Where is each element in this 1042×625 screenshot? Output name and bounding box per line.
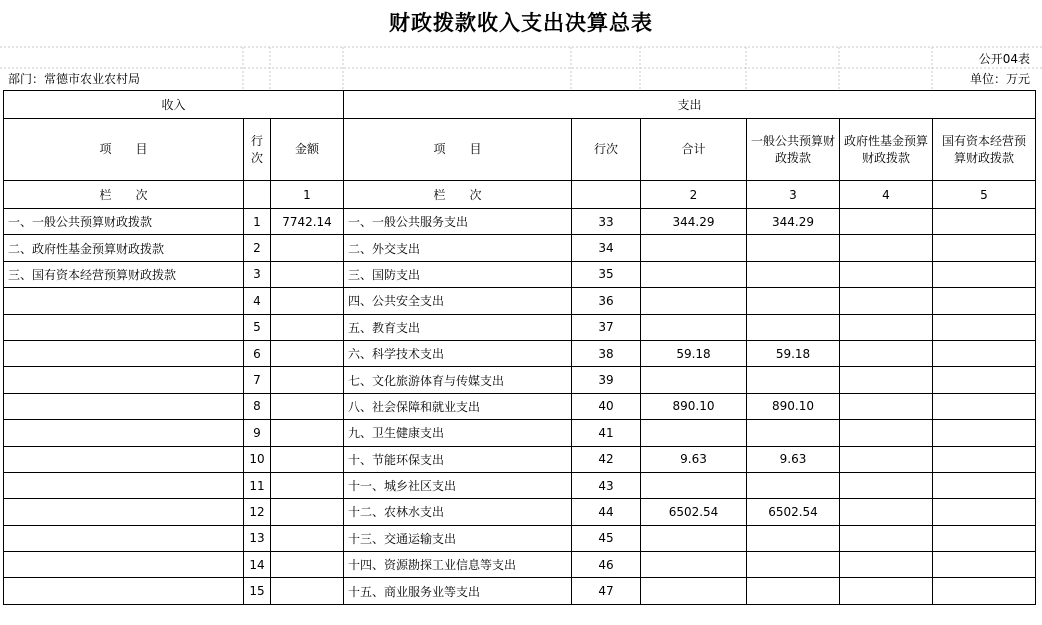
income-line-cell[interactable]: 2 [244,235,271,261]
state-capital-cell[interactable] [933,209,1036,235]
expense-item-cell[interactable]: 九、卫生健康支出 [344,420,572,446]
total-cell[interactable] [641,367,747,393]
general-budget-cell[interactable] [747,314,840,340]
column-label: 栏 次 [4,181,244,209]
state-capital-cell[interactable] [933,472,1036,498]
income-line-cell[interactable]: 3 [244,261,271,287]
expense-header: 支出 [344,91,1036,119]
expense-item-cell[interactable]: 一、一般公共服务支出 [344,209,572,235]
income-item-cell[interactable] [4,420,244,446]
total-cell[interactable] [641,288,747,314]
column-2: 2 [641,181,747,209]
expense-line-cell[interactable]: 41 [572,420,641,446]
table-row [4,552,1036,578]
income-amount-cell[interactable] [271,288,344,314]
gov-fund-cell[interactable] [840,209,933,235]
income-amount-cell[interactable] [271,552,344,578]
income-item-cell[interactable] [4,314,244,340]
state-capital-cell[interactable] [933,393,1036,419]
income-line-cell[interactable]: 12 [244,499,271,525]
column-3: 3 [747,181,840,209]
table-row [4,393,1036,419]
general-budget-cell[interactable] [747,235,840,261]
table-row [4,235,1036,261]
header-row-3 [4,181,1036,209]
general-budget-cell[interactable]: 6502.54 [747,499,840,525]
state-capital-cell[interactable] [933,261,1036,287]
gov-fund-cell[interactable] [840,288,933,314]
expense-item-cell[interactable]: 十一、城乡社区支出 [344,472,572,498]
gov-fund-cell[interactable] [840,420,933,446]
total-cell[interactable] [641,578,747,604]
expense-line-cell[interactable]: 43 [572,472,641,498]
income-amount-cell[interactable] [271,446,344,472]
expense-item-cell[interactable]: 八、社会保障和就业支出 [344,393,572,419]
income-line-cell[interactable]: 1 [244,209,271,235]
state-capital-cell[interactable] [933,525,1036,551]
table-row [4,578,1036,604]
expense-line-cell[interactable]: 39 [572,367,641,393]
general-budget-cell[interactable] [747,578,840,604]
income-line-cell[interactable]: 11 [244,472,271,498]
income-line-cell[interactable]: 14 [244,552,271,578]
income-header: 收入 [4,91,344,119]
general-budget-cell[interactable] [747,367,840,393]
income-line-cell[interactable]: 8 [244,393,271,419]
total-header: 合计 [641,119,747,181]
state-capital-cell[interactable] [933,578,1036,604]
gov-fund-cell[interactable] [840,235,933,261]
total-cell[interactable] [641,314,747,340]
gov-fund-cell[interactable] [840,367,933,393]
expense-item-cell[interactable]: 二、外交支出 [344,235,572,261]
general-budget-cell[interactable]: 9.63 [747,446,840,472]
expense-line-header: 行次 [572,119,641,181]
income-line-cell[interactable]: 9 [244,420,271,446]
expense-item-cell[interactable]: 十四、资源勘探工业信息等支出 [344,552,572,578]
state-capital-cell[interactable] [933,288,1036,314]
total-cell[interactable]: 344.29 [641,209,747,235]
income-item-cell[interactable] [4,288,244,314]
table-row [4,261,1036,287]
gov-fund-cell[interactable] [840,552,933,578]
table-row [4,499,1036,525]
department-label: 部门：常德市农业农村局 [8,72,141,86]
expense-line-cell[interactable]: 44 [572,499,641,525]
expense-item-header: 项 目 [344,119,572,181]
gov-fund-cell[interactable] [840,261,933,287]
income-item-cell[interactable]: 三、国有资本经营预算财政拨款 [4,261,244,287]
total-cell[interactable] [641,420,747,446]
income-item-cell[interactable] [4,393,244,419]
gov-fund-header: 政府性基金预算财政拨款 [840,119,933,181]
gov-fund-cell[interactable] [840,499,933,525]
table-row [4,288,1036,314]
expense-item-cell[interactable]: 七、文化旅游体育与传媒支出 [344,367,572,393]
table-row [4,420,1036,446]
state-capital-cell[interactable] [933,420,1036,446]
total-cell[interactable]: 890.10 [641,393,747,419]
state-capital-cell[interactable] [933,499,1036,525]
income-amount-cell[interactable] [271,578,344,604]
expense-item-cell[interactable]: 十、节能环保支出 [344,446,572,472]
income-line-cell[interactable]: 5 [244,314,271,340]
gov-fund-cell[interactable] [840,393,933,419]
column-blank [244,181,271,209]
column-4: 4 [840,181,933,209]
expense-line-cell[interactable]: 34 [572,235,641,261]
report-title: 财政拨款收入支出决算总表 [389,10,653,35]
header-row-1 [4,91,1036,119]
income-item-cell[interactable] [4,446,244,472]
header-row-2 [4,119,1036,181]
general-budget-header: 一般公共预算财政拨款 [747,119,840,181]
income-amount-header: 金额 [271,119,344,181]
income-amount-cell[interactable] [271,367,344,393]
income-line-cell[interactable]: 4 [244,288,271,314]
income-amount-cell[interactable] [271,235,344,261]
expense-line-cell[interactable]: 46 [572,552,641,578]
sheet-gridlines [0,46,1042,90]
state-capital-cell[interactable] [933,340,1036,366]
expense-line-cell[interactable]: 36 [572,288,641,314]
income-line-cell[interactable]: 7 [244,367,271,393]
gov-fund-cell[interactable] [840,525,933,551]
column-blank [572,181,641,209]
income-item-cell[interactable] [4,578,244,604]
income-amount-cell[interactable] [271,499,344,525]
gov-fund-cell[interactable] [840,314,933,340]
state-capital-cell[interactable] [933,314,1036,340]
total-cell[interactable]: 9.63 [641,446,747,472]
income-amount-cell[interactable] [271,340,344,366]
column-label: 栏 次 [344,181,572,209]
state-capital-cell[interactable] [933,235,1036,261]
income-line-header: 行次 [244,119,271,181]
gov-fund-cell[interactable] [840,340,933,366]
column-1: 1 [271,181,344,209]
state-capital-header: 国有资本经营预算财政拨款 [933,119,1036,181]
income-item-cell[interactable] [4,367,244,393]
gov-fund-cell[interactable] [840,446,933,472]
expense-line-cell[interactable]: 42 [572,446,641,472]
income-line-cell[interactable]: 10 [244,446,271,472]
expense-item-cell[interactable]: 十三、交通运输支出 [344,525,572,551]
general-budget-cell[interactable] [747,525,840,551]
table-row [4,209,1036,235]
expense-item-cell[interactable]: 十五、商业服务业等支出 [344,578,572,604]
total-cell[interactable]: 6502.54 [641,499,747,525]
general-budget-cell[interactable] [747,420,840,446]
form-number: 公开04表 [978,52,1030,66]
expense-item-cell[interactable]: 六、科学技术支出 [344,340,572,366]
total-cell[interactable] [641,261,747,287]
gov-fund-cell[interactable] [840,578,933,604]
table-row [4,340,1036,366]
total-cell[interactable] [641,235,747,261]
expense-item-cell[interactable]: 五、教育支出 [344,314,572,340]
general-budget-cell[interactable] [747,552,840,578]
table-row [4,525,1036,551]
total-cell[interactable] [641,552,747,578]
general-budget-cell[interactable] [747,261,840,287]
expense-line-cell[interactable]: 40 [572,393,641,419]
general-budget-cell[interactable]: 59.18 [747,340,840,366]
income-item-cell[interactable] [4,340,244,366]
income-item-cell[interactable] [4,552,244,578]
expense-line-cell[interactable]: 47 [572,578,641,604]
table-row [4,367,1036,393]
income-item-cell[interactable] [4,499,244,525]
expense-item-cell[interactable]: 十二、农林水支出 [344,499,572,525]
expense-line-cell[interactable]: 35 [572,261,641,287]
income-line-cell[interactable]: 13 [244,525,271,551]
income-amount-cell[interactable] [271,472,344,498]
general-budget-cell[interactable]: 890.10 [747,393,840,419]
income-amount-cell[interactable] [271,420,344,446]
column-5: 5 [933,181,1036,209]
gov-fund-cell[interactable] [840,472,933,498]
unit-label: 单位：万元 [969,72,1030,86]
income-amount-cell[interactable] [271,314,344,340]
expense-item-cell[interactable]: 四、公共安全支出 [344,288,572,314]
expense-item-cell[interactable]: 三、国防支出 [344,261,572,287]
general-budget-cell[interactable] [747,472,840,498]
state-capital-cell[interactable] [933,367,1036,393]
income-item-cell[interactable] [4,472,244,498]
income-item-cell[interactable] [4,525,244,551]
report-table [3,90,1036,605]
income-line-cell[interactable]: 6 [244,340,271,366]
income-amount-cell[interactable]: 7742.14 [271,209,344,235]
expense-line-cell[interactable]: 38 [572,340,641,366]
state-capital-cell[interactable] [933,552,1036,578]
table-row [4,314,1036,340]
income-line-cell[interactable]: 15 [244,578,271,604]
income-amount-cell[interactable] [271,393,344,419]
general-budget-cell[interactable] [747,288,840,314]
table-row [4,472,1036,498]
expense-line-cell[interactable]: 45 [572,525,641,551]
table-row [4,446,1036,472]
total-cell[interactable]: 59.18 [641,340,747,366]
state-capital-cell[interactable] [933,446,1036,472]
expense-line-cell[interactable]: 37 [572,314,641,340]
income-amount-cell[interactable] [271,525,344,551]
income-amount-cell[interactable] [271,261,344,287]
total-cell[interactable] [641,472,747,498]
income-item-cell[interactable]: 二、政府性基金预算财政拨款 [4,235,244,261]
expense-line-cell[interactable]: 33 [572,209,641,235]
income-item-cell[interactable]: 一、一般公共预算财政拨款 [4,209,244,235]
total-cell[interactable] [641,525,747,551]
income-item-header: 项 目 [4,119,244,181]
general-budget-cell[interactable]: 344.29 [747,209,840,235]
